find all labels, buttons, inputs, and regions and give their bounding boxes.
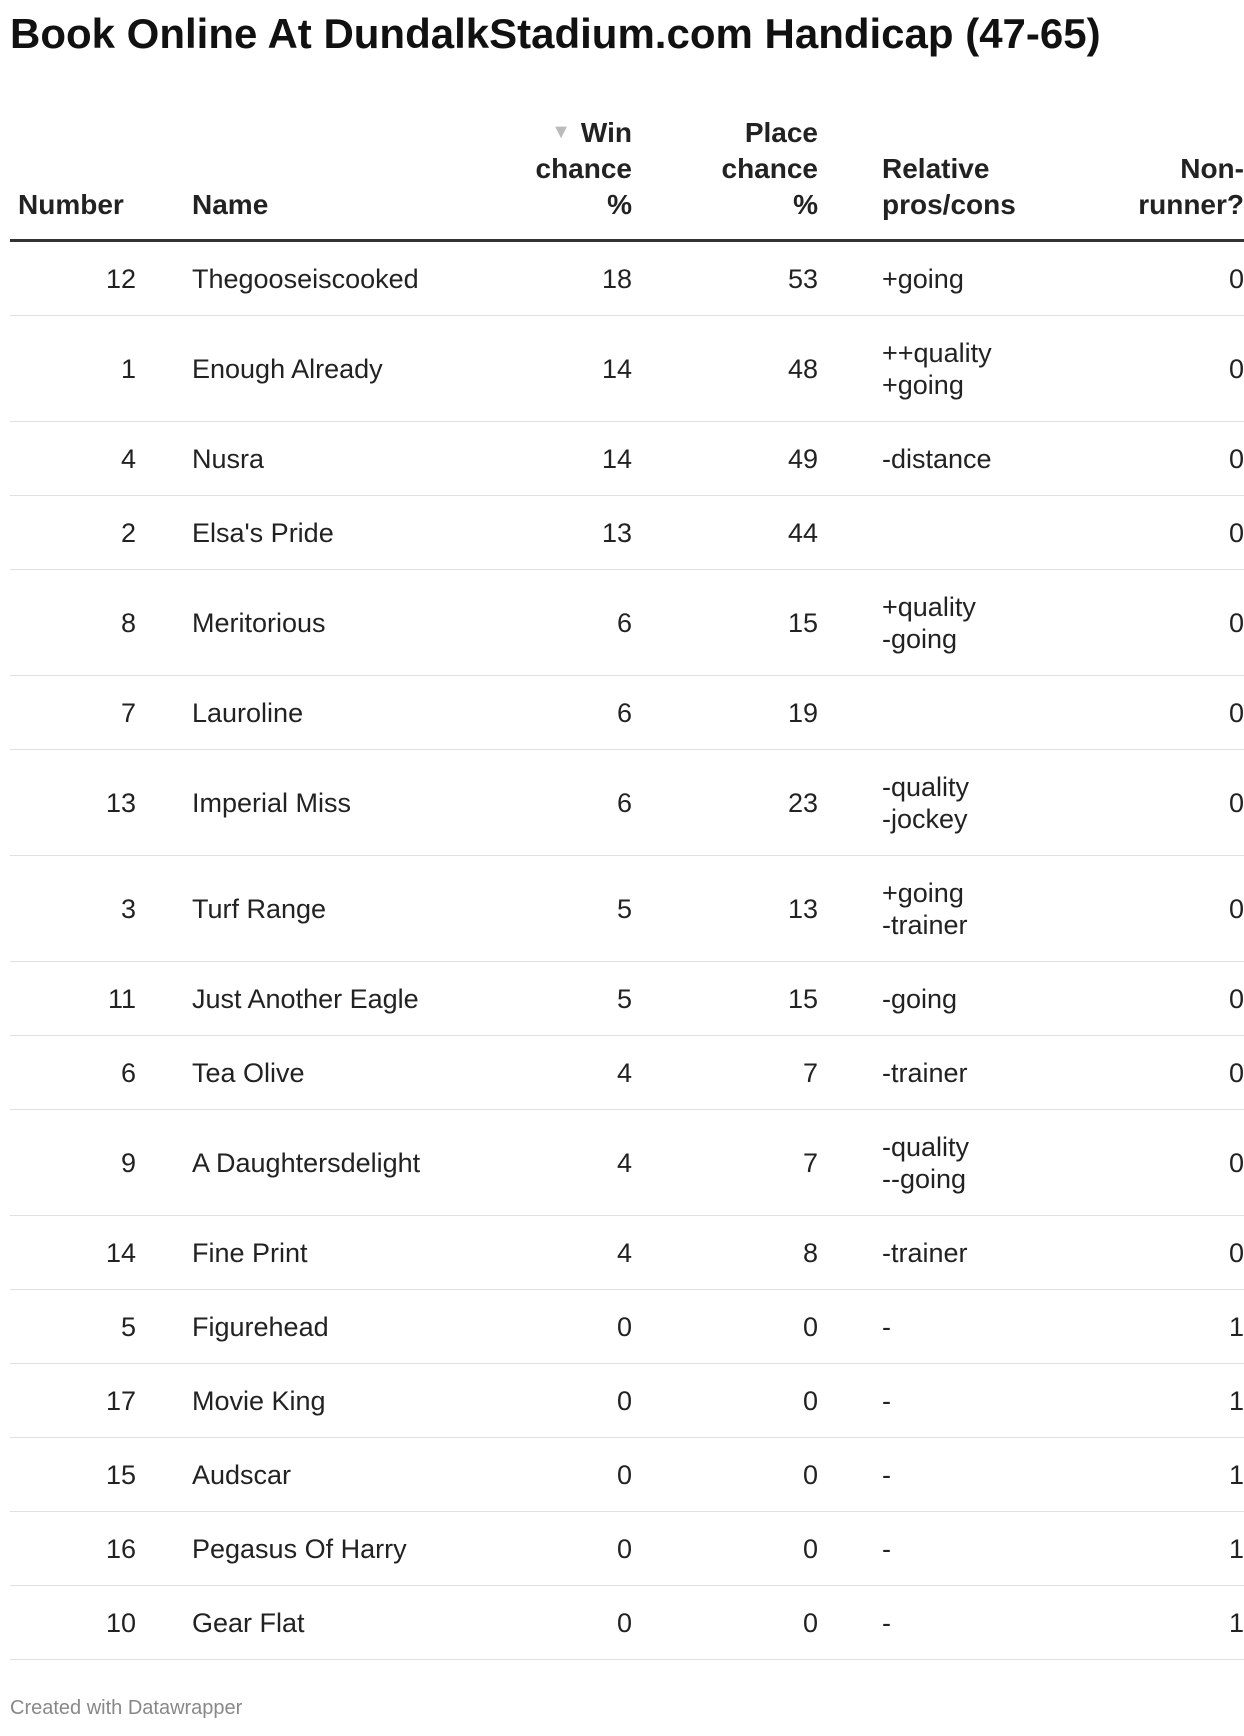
table-row xyxy=(10,750,1244,856)
column-header-non-runner[interactable] xyxy=(1122,114,1244,241)
cell-non-runner: 0 xyxy=(1122,856,1244,962)
cell-relative xyxy=(818,1586,1122,1660)
cell-win-chance: 5 xyxy=(522,962,632,1036)
cell-number: 15 xyxy=(10,1438,136,1512)
cell-relative xyxy=(818,1216,1122,1290)
cell-name: Audscar xyxy=(136,1438,522,1512)
relative-line: +quality xyxy=(882,591,976,622)
cell-win-chance: 4 xyxy=(522,1216,632,1290)
table-row xyxy=(10,570,1244,676)
table-row xyxy=(10,422,1244,496)
table-row xyxy=(10,1438,1244,1512)
cell-place-chance: 7 xyxy=(632,1110,818,1216)
cell-relative xyxy=(818,1364,1122,1438)
cell-place-chance: 15 xyxy=(632,570,818,676)
column-header-relative[interactable] xyxy=(818,114,1122,241)
relative-line: - xyxy=(882,1385,891,1416)
sort-descending-icon: ▼ xyxy=(551,121,571,143)
cell-name: Elsa's Pride xyxy=(136,496,522,570)
cell-name: Figurehead xyxy=(136,1290,522,1364)
cell-relative xyxy=(818,496,1122,570)
cell-win-chance: 6 xyxy=(522,570,632,676)
table-row xyxy=(10,241,1244,316)
cell-relative xyxy=(818,1110,1122,1216)
cell-place-chance: 23 xyxy=(632,750,818,856)
cell-relative xyxy=(818,316,1122,422)
cell-non-runner: 0 xyxy=(1122,1216,1244,1290)
relative-line: +going xyxy=(882,263,964,294)
cell-number: 14 xyxy=(10,1216,136,1290)
cell-number: 8 xyxy=(10,570,136,676)
column-header-name-label: Name xyxy=(192,189,269,220)
cell-name: Just Another Eagle xyxy=(136,962,522,1036)
cell-place-chance: 0 xyxy=(632,1512,818,1586)
cell-number: 1 xyxy=(10,316,136,422)
cell-name: Meritorious xyxy=(136,570,522,676)
table-row xyxy=(10,1512,1244,1586)
cell-number: 17 xyxy=(10,1364,136,1438)
table-row xyxy=(10,1110,1244,1216)
relative-line: - xyxy=(882,1607,891,1638)
cell-place-chance: 44 xyxy=(632,496,818,570)
cell-win-chance: 6 xyxy=(522,750,632,856)
cell-place-chance: 53 xyxy=(632,241,818,316)
cell-non-runner: 0 xyxy=(1122,676,1244,750)
relative-line: ++quality xyxy=(882,337,992,368)
column-header-place-chance[interactable] xyxy=(632,114,818,241)
cell-non-runner: 0 xyxy=(1122,496,1244,570)
cell-name: Turf Range xyxy=(136,856,522,962)
cell-non-runner: 1 xyxy=(1122,1586,1244,1660)
cell-place-chance: 7 xyxy=(632,1036,818,1110)
table-header-row xyxy=(10,114,1244,241)
table-row xyxy=(10,1290,1244,1364)
cell-number: 6 xyxy=(10,1036,136,1110)
relative-line: -trainer xyxy=(882,909,968,940)
cell-place-chance: 0 xyxy=(632,1586,818,1660)
table-row xyxy=(10,1036,1244,1110)
cell-win-chance: 4 xyxy=(522,1110,632,1216)
cell-relative xyxy=(818,570,1122,676)
footer-credit: Created with Datawrapper xyxy=(10,1697,243,1719)
relative-line: -quality xyxy=(882,771,970,802)
cell-win-chance: 0 xyxy=(522,1290,632,1364)
column-header-win-chance[interactable] xyxy=(522,114,632,241)
column-header-place-line2: chance xyxy=(721,153,818,184)
cell-non-runner: 1 xyxy=(1122,1438,1244,1512)
cell-number: 10 xyxy=(10,1586,136,1660)
cell-name: Lauroline xyxy=(136,676,522,750)
cell-place-chance: 49 xyxy=(632,422,818,496)
column-header-win-line3: % xyxy=(607,189,632,220)
cell-relative xyxy=(818,241,1122,316)
cell-place-chance: 0 xyxy=(632,1290,818,1364)
runners-table xyxy=(10,114,1244,1660)
table-row xyxy=(10,1364,1244,1438)
cell-win-chance: 14 xyxy=(522,316,632,422)
cell-win-chance: 13 xyxy=(522,496,632,570)
cell-non-runner: 1 xyxy=(1122,1290,1244,1364)
table-row xyxy=(10,496,1244,570)
cell-number: 5 xyxy=(10,1290,136,1364)
cell-place-chance: 15 xyxy=(632,962,818,1036)
cell-name: Nusra xyxy=(136,422,522,496)
cell-non-runner: 0 xyxy=(1122,962,1244,1036)
column-header-place-line1: Place xyxy=(744,117,818,148)
cell-place-chance: 48 xyxy=(632,316,818,422)
column-header-name[interactable] xyxy=(136,114,522,241)
cell-number: 4 xyxy=(10,422,136,496)
column-header-number[interactable] xyxy=(10,114,136,241)
cell-win-chance: 14 xyxy=(522,422,632,496)
cell-number: 3 xyxy=(10,856,136,962)
cell-place-chance: 13 xyxy=(632,856,818,962)
cell-number: 2 xyxy=(10,496,136,570)
table-row xyxy=(10,676,1244,750)
cell-name: Gear Flat xyxy=(136,1586,522,1660)
table-row xyxy=(10,856,1244,962)
relative-line: -jockey xyxy=(882,803,968,834)
column-header-win-line2: chance xyxy=(535,153,632,184)
relative-line: -trainer xyxy=(882,1057,968,1088)
relative-line: -going xyxy=(882,983,958,1014)
column-header-rel-line2: pros/cons xyxy=(882,189,1016,220)
cell-name: Pegasus Of Harry xyxy=(136,1512,522,1586)
cell-win-chance: 0 xyxy=(522,1586,632,1660)
cell-non-runner: 1 xyxy=(1122,1364,1244,1438)
column-header-rel-line1: Relative xyxy=(882,153,990,184)
cell-name: Movie King xyxy=(136,1364,522,1438)
cell-win-chance: 0 xyxy=(522,1364,632,1438)
relative-line: -quality xyxy=(882,1131,970,1162)
relative-line: +going xyxy=(882,369,964,400)
cell-non-runner: 1 xyxy=(1122,1512,1244,1586)
chart xyxy=(10,0,1244,1660)
relative-line: -trainer xyxy=(882,1237,968,1268)
column-header-nr-line1: Non- xyxy=(1180,153,1244,184)
relative-line: - xyxy=(882,1459,891,1490)
cell-non-runner: 0 xyxy=(1122,570,1244,676)
cell-number: 16 xyxy=(10,1512,136,1586)
cell-name: Thegooseiscooked xyxy=(136,241,522,316)
column-header-number-label: Number xyxy=(18,189,124,220)
cell-win-chance: 18 xyxy=(522,241,632,316)
relative-line: - xyxy=(882,1311,891,1342)
cell-name: A Daughtersdelight xyxy=(136,1110,522,1216)
table-row xyxy=(10,1586,1244,1660)
relative-line: -distance xyxy=(882,443,992,474)
cell-non-runner: 0 xyxy=(1122,750,1244,856)
cell-win-chance: 4 xyxy=(522,1036,632,1110)
table-row xyxy=(10,1216,1244,1290)
relative-line: - xyxy=(882,1533,891,1564)
relative-line: -going xyxy=(882,623,958,654)
table-row xyxy=(10,962,1244,1036)
column-header-win-line1: Win xyxy=(580,117,632,148)
cell-win-chance: 0 xyxy=(522,1438,632,1512)
cell-number: 13 xyxy=(10,750,136,856)
cell-number: 7 xyxy=(10,676,136,750)
cell-non-runner: 0 xyxy=(1122,241,1244,316)
relative-line: +going xyxy=(882,877,964,908)
cell-number: 11 xyxy=(10,962,136,1036)
cell-name: Imperial Miss xyxy=(136,750,522,856)
cell-non-runner: 0 xyxy=(1122,1036,1244,1110)
cell-relative xyxy=(818,1438,1122,1512)
cell-relative xyxy=(818,962,1122,1036)
cell-relative xyxy=(818,676,1122,750)
cell-relative xyxy=(818,422,1122,496)
cell-win-chance: 5 xyxy=(522,856,632,962)
cell-name: Enough Already xyxy=(136,316,522,422)
chart-title: Book Online At DundalkStadium.com Handicap (47-65) xyxy=(10,10,1101,57)
cell-name: Tea Olive xyxy=(136,1036,522,1110)
cell-number: 12 xyxy=(10,241,136,316)
table-row xyxy=(10,316,1244,422)
relative-line: --going xyxy=(882,1163,967,1194)
cell-non-runner: 0 xyxy=(1122,1110,1244,1216)
cell-number: 9 xyxy=(10,1110,136,1216)
cell-relative xyxy=(818,1036,1122,1110)
cell-relative xyxy=(818,1512,1122,1586)
cell-win-chance: 6 xyxy=(522,676,632,750)
cell-place-chance: 19 xyxy=(632,676,818,750)
cell-non-runner: 0 xyxy=(1122,422,1244,496)
column-header-nr-line2: runner? xyxy=(1138,189,1244,220)
cell-win-chance: 0 xyxy=(522,1512,632,1586)
table-body xyxy=(10,241,1244,1660)
cell-place-chance: 0 xyxy=(632,1438,818,1512)
cell-place-chance: 0 xyxy=(632,1364,818,1438)
cell-non-runner: 0 xyxy=(1122,316,1244,422)
column-header-place-line3: % xyxy=(793,189,818,220)
cell-relative xyxy=(818,1290,1122,1364)
cell-place-chance: 8 xyxy=(632,1216,818,1290)
cell-relative xyxy=(818,750,1122,856)
cell-name: Fine Print xyxy=(136,1216,522,1290)
cell-relative xyxy=(818,856,1122,962)
